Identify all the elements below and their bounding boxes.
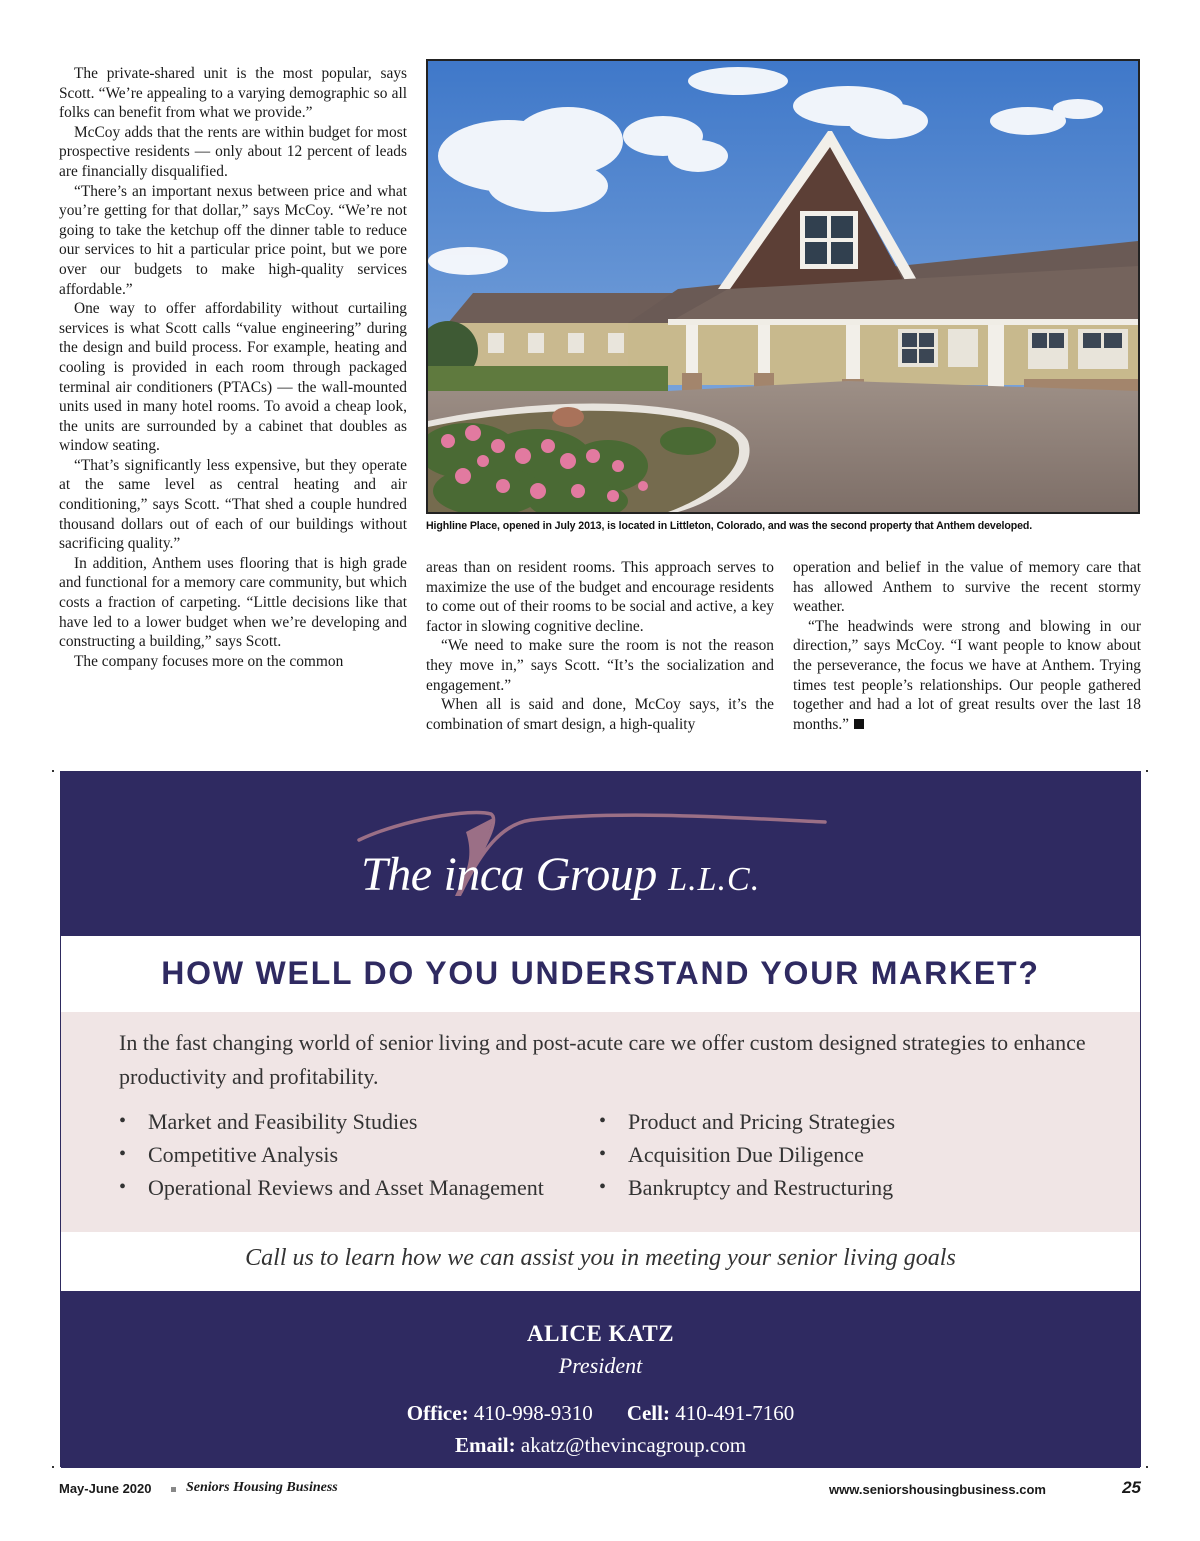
ad-call-to-action: Call us to learn how we can assist you in meeting your senior living goals <box>245 1245 956 1271</box>
article-column-3 <box>793 558 1141 734</box>
paragraph: The company focuses more on the common <box>74 652 344 670</box>
separator-square-icon <box>171 1487 176 1492</box>
publication-name: Seniors Housing Business <box>186 1480 338 1495</box>
contact-email <box>61 1433 1140 1458</box>
service-item: • Bankruptcy and Restructuring <box>599 1171 895 1204</box>
ad-services-panel <box>61 1012 1140 1232</box>
building-photo <box>426 59 1140 514</box>
page-number: 25 <box>1122 1478 1141 1497</box>
photo-caption: Highline Place, opened in July 2013, is located in Littleton, Colorado, and was the second property that Anthem developed. <box>426 520 1033 532</box>
contact-name: ALICE KATZ <box>526 1321 675 1346</box>
services-list-left <box>119 1105 544 1204</box>
crop-mark <box>52 1466 54 1468</box>
service-item: • Market and Feasibility Studies <box>119 1105 544 1138</box>
ad-logo-band <box>61 772 1140 936</box>
paragraph: “There’s an important nexus between price and what you’re getting for that dollar,” says McCoy. “We’re not going to take the ketchup off the dinner table to reduce our services to hit a particular price point, but we pore over our budgets to make high-quality services affordable.” <box>59 182 407 298</box>
paragraph <box>793 617 1141 735</box>
paragraph: “That’s significantly less expensive, but they operate at the same level as central heating and air conditioning,” says Scott. “That shed a couple hundred thousand dollars out of each of our buildings without sacrificing quality.” <box>59 456 407 553</box>
paragraph-text: “The headwinds were strong and blowing in our direction,” says McCoy. “I want people to know about the perseverance, the focus we have at Anthem. Trying times test people’s relationships. Our people gathered together and had a lot of great results over the last 18 months.” <box>793 617 1141 733</box>
paragraph: One way to offer affordability without curtailing services is what Scott calls “value engineering” during the design and build process. For example, heating and cooling is provided in each room through packaged terminal air conditioners (PTACs) — the wall-mounted units used in many hotel rooms. To avoid a cheap look, the units are surrounded by a cabinet that doubles as window seating. <box>59 300 407 455</box>
paragraph: “We need to make sure the room is not the reason they move in,” says Scott. “It’s the socialization and engagement.” <box>426 637 774 694</box>
crop-mark <box>1146 1466 1148 1468</box>
ad-intro: In the fast changing world of senior living and post-acute care we offer custom designed strategies to enhance productivity and profitability. <box>119 1030 1086 1089</box>
advertisement <box>60 771 1141 1467</box>
page-footer <box>59 1478 1141 1501</box>
paragraph: areas than on resident rooms. This approach serves to maximize the use of the budget and encourage residents to come out of their rooms to be social and active, a key factor in slowing cognitive decline. <box>426 559 774 635</box>
crop-mark <box>52 770 54 772</box>
service-item: • Competitive Analysis <box>119 1138 544 1171</box>
ad-contact-band <box>61 1291 1140 1468</box>
website-url[interactable]: www.seniorshousingbusiness.com <box>829 1482 1046 1497</box>
logo-llc: L.L.C. <box>668 861 761 898</box>
paragraph: The private-shared unit is the most popular, says Scott. “We’re appealing to a varying demographic so all folks can benefit from what we provide.” <box>59 65 407 122</box>
end-mark-icon <box>854 719 864 729</box>
contact-phones <box>61 1401 1140 1426</box>
logo-word-vinca: inca Group <box>443 848 657 901</box>
email-label: Email: <box>454 1433 516 1457</box>
paragraph: In addition, Anthem uses flooring that is high grade and functional for a memory care community, but which costs a fraction of carpeting. “Little decisions like that have led to a lower budget when we’re developing and constructing a building,” says Scott. <box>59 554 407 651</box>
service-item: • Acquisition Due Diligence <box>599 1138 895 1171</box>
logo-word-the: The <box>361 848 432 901</box>
service-item: • Operational Reviews and Asset Management <box>119 1171 544 1204</box>
email-link[interactable]: akatz@thevincagroup.com <box>520 1433 747 1457</box>
service-item: • Product and Pricing Strategies <box>599 1105 895 1138</box>
article-column-1 <box>59 64 407 671</box>
paragraph: When all is said and done, McCoy says, it’s the combination of smart design, a high-quality <box>426 696 774 733</box>
cell-label: Cell: <box>626 1401 670 1425</box>
services-list-right <box>599 1105 895 1204</box>
article-column-2 <box>426 558 774 734</box>
crop-mark <box>1146 770 1148 772</box>
company-logo <box>361 847 760 902</box>
contact-title: President <box>558 1353 643 1378</box>
office-phone[interactable]: 410-998-9310 <box>473 1401 593 1425</box>
ad-headline: HOW WELL DO YOU UNDERSTAND YOUR MARKET? <box>161 955 1040 991</box>
paragraph: operation and belief in the value of memory care that has allowed Anthem to survive the recent stormy weather. <box>793 559 1141 616</box>
paragraph: McCoy adds that the rents are within budget for most prospective residents — only about 12 percent of leads are financially disqualified. <box>59 123 407 180</box>
issue-date: May-June 2020 <box>59 1481 152 1496</box>
cell-phone[interactable]: 410-491-7160 <box>675 1401 795 1425</box>
office-label: Office: <box>406 1401 469 1425</box>
